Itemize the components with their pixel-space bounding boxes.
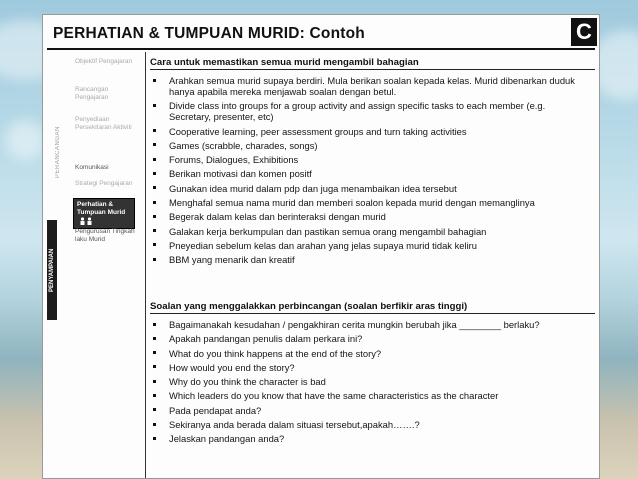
list-item: Which leaders do you know that have the same characteristics as the character bbox=[150, 390, 589, 401]
title-divider bbox=[47, 48, 595, 50]
title-bar bbox=[53, 21, 365, 47]
background-cloud bbox=[5, 120, 45, 160]
phase-label-delivery: PENYAMPAIAN bbox=[47, 220, 57, 320]
list-item: Galakan kerja berkumpulan dan pastikan semua orang mengambil bahagian bbox=[150, 226, 589, 237]
sidebar-step-attention-label: Perhatian & Tumpuan Murid bbox=[77, 201, 126, 216]
list-item: Sekiranya anda berada dalam situasi tersebut,apakah…….? bbox=[150, 419, 589, 430]
sidebar-step-behaviour: Pengurusan Tingkah laku Murid bbox=[75, 228, 135, 243]
list-item: Berikan motivasi dan komen positf bbox=[150, 168, 589, 179]
list-item: Gunakan idea murid dalam pdp dan juga menambaikan idea tersebut bbox=[150, 183, 589, 194]
list-item: Begerak dalam kelas dan berinteraksi dengan murid bbox=[150, 211, 589, 222]
sidebar-step-attention-active bbox=[73, 198, 135, 229]
list-item: Games (scrabble, charades, songs) bbox=[150, 140, 589, 151]
list-item: Menghafal semua nama murid dan memberi soalon kepada murid dengan memanglinya bbox=[150, 197, 589, 208]
list-item: Why do you think the character is bad bbox=[150, 376, 589, 387]
list-item: Pneyedian sebelum kelas dan arahan yang jelas supaya murid tidak keliru bbox=[150, 240, 589, 251]
section-heading-participation: Cara untuk memastikan semua murid mengambil bahagian bbox=[150, 57, 595, 70]
sidebar-step-objective: Objektif Pengajaran bbox=[75, 58, 133, 65]
list-item: Pada pendapat anda? bbox=[150, 405, 589, 416]
sidebar-step-lesson-plan: Rancangan Pengajaran bbox=[75, 86, 109, 101]
sidebar-step-communication: Komunikasi bbox=[75, 164, 109, 171]
people-icon bbox=[79, 217, 93, 225]
list-item: What do you think happens at the end of the story? bbox=[150, 348, 589, 359]
list-item: Bagaimanakah kesudahan / pengakhiran cerita mungkin berubah jika ________ berlaku? bbox=[150, 319, 589, 330]
list-item: Arahkan semua murid supaya berdiri. Mula berikan soalan kepada kelas. Murid dibenarkan duduk hanya apabila mereka menjawab soalan dengan betul. bbox=[150, 75, 589, 97]
main-content bbox=[145, 52, 595, 478]
phase-label-planning: PERANCANGAN bbox=[55, 126, 61, 178]
participation-list bbox=[150, 75, 589, 269]
sidebar-step-environment: Penyediaan Persekitaran Aktiviti bbox=[75, 116, 132, 131]
list-item: Jelaskan pandangan anda? bbox=[150, 433, 589, 444]
sidebar-step-strategy: Strategi Pengajaran bbox=[75, 180, 133, 187]
section-heading-questions: Soalan yang menggalakkan perbincangan (soalan berfikir aras tinggi) bbox=[150, 301, 595, 314]
section-badge: C bbox=[571, 18, 597, 46]
sidebar bbox=[47, 52, 145, 478]
list-item: How would you end the story? bbox=[150, 362, 589, 373]
page-title: PERHATIAN & TUMPUAN MURID: Contoh bbox=[53, 25, 365, 42]
list-item: Forums, Dialogues, Exhibitions bbox=[150, 154, 589, 165]
list-item: Divide class into groups for a group activity and assign specific tasks to each member (e.g. Secretary, presenter, etc) bbox=[150, 100, 589, 122]
list-item: Cooperative learning, peer assessment groups and turn taking activities bbox=[150, 126, 589, 137]
document-page bbox=[42, 14, 600, 479]
list-item: BBM yang menarik dan kreatif bbox=[150, 254, 589, 265]
questions-list bbox=[150, 319, 589, 448]
list-item: Apakah pandangan penulis dalam perkara ini? bbox=[150, 333, 589, 344]
